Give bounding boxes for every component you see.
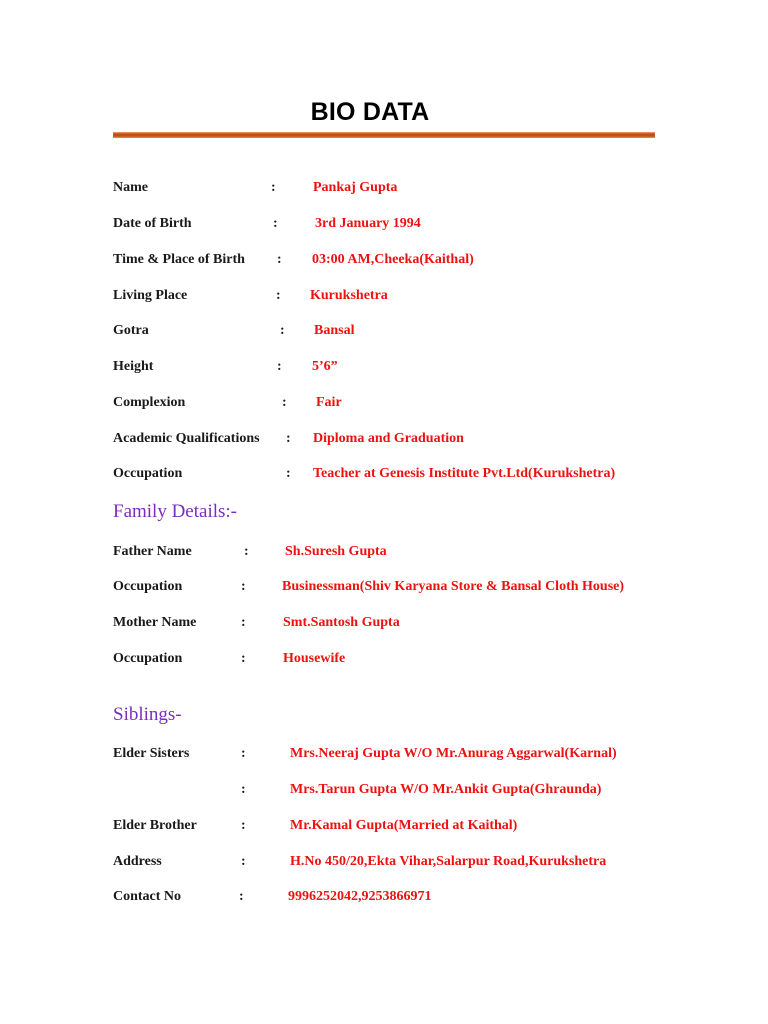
field-value-name: Pankaj Gupta xyxy=(313,180,398,195)
field-value-mother-name: Smt.Santosh Gupta xyxy=(283,615,400,630)
field-colon: : xyxy=(241,818,246,833)
field-label-father-occupation: Occupation xyxy=(113,579,183,594)
family-details-heading: Family Details:- xyxy=(113,501,238,522)
field-colon: : xyxy=(241,782,246,797)
field-colon: : xyxy=(286,466,291,481)
field-colon: : xyxy=(241,579,246,594)
field-label-elder-sisters: Elder Sisters xyxy=(113,746,190,761)
field-label-father-name: Father Name xyxy=(113,544,192,559)
field-value-elder-sister-1: Mrs.Neeraj Gupta W/O Mr.Anurag Aggarwal(Karnal) xyxy=(290,746,617,761)
field-label-date-of-birth: Date of Birth xyxy=(113,216,192,231)
field-colon: : xyxy=(277,359,282,374)
field-value-living-place: Kurukshetra xyxy=(310,288,388,303)
field-colon: : xyxy=(241,651,246,666)
field-label-living-place: Living Place xyxy=(113,288,188,303)
field-label-address: Address xyxy=(113,854,162,869)
field-label-elder-brother: Elder Brother xyxy=(113,818,197,833)
field-colon: : xyxy=(273,216,278,231)
field-label-occupation: Occupation xyxy=(113,466,183,481)
siblings-heading: Siblings- xyxy=(113,704,182,725)
field-label-complexion: Complexion xyxy=(113,395,186,410)
field-label-mother-name: Mother Name xyxy=(113,615,197,630)
field-label-height: Height xyxy=(113,359,154,374)
field-colon: : xyxy=(241,615,246,630)
field-label-name: Name xyxy=(113,180,148,195)
field-label-mother-occupation: Occupation xyxy=(113,651,183,666)
field-colon: : xyxy=(277,252,282,267)
field-value-gotra: Bansal xyxy=(314,323,355,338)
field-value-elder-sister-2: Mrs.Tarun Gupta W/O Mr.Ankit Gupta(Ghraunda) xyxy=(290,782,602,797)
field-colon: : xyxy=(280,323,285,338)
field-colon: : xyxy=(241,746,246,761)
field-colon: : xyxy=(282,395,287,410)
field-value-height: 5’6” xyxy=(312,359,338,374)
field-colon: : xyxy=(239,889,244,904)
field-colon: : xyxy=(244,544,249,559)
field-label-academic-qualifications: Academic Qualifications xyxy=(113,431,260,446)
field-value-date-of-birth: 3rd January 1994 xyxy=(315,216,421,231)
field-value-father-name: Sh.Suresh Gupta xyxy=(285,544,387,559)
field-value-elder-brother: Mr.Kamal Gupta(Married at Kaithal) xyxy=(290,818,518,833)
field-value-time-place-of-birth: 03:00 AM,Cheeka(Kaithal) xyxy=(312,252,474,267)
field-value-father-occupation: Businessman(Shiv Karyana Store & Bansal Cloth House) xyxy=(282,579,625,594)
field-value-complexion: Fair xyxy=(316,395,342,410)
bio-data-title: BIO DATA xyxy=(310,98,430,126)
field-value-academic-qualifications: Diploma and Graduation xyxy=(313,431,464,446)
field-value-contact-no: 9996252042,9253866971 xyxy=(288,889,432,904)
field-label-contact-no: Contact No xyxy=(113,889,182,904)
title-underline xyxy=(113,132,655,138)
field-value-occupation: Teacher at Genesis Institute Pvt.Ltd(Kurukshetra) xyxy=(313,466,616,481)
field-value-mother-occupation: Housewife xyxy=(283,651,346,666)
field-colon: : xyxy=(271,180,276,195)
field-colon: : xyxy=(276,288,281,303)
field-label-gotra: Gotra xyxy=(113,323,149,338)
field-label-time-place-of-birth: Time & Place of Birth xyxy=(113,252,245,267)
field-colon: : xyxy=(286,431,291,446)
field-value-address: H.No 450/20,Ekta Vihar,Salarpur Road,Kurukshetra xyxy=(290,854,607,869)
field-colon: : xyxy=(241,854,246,869)
